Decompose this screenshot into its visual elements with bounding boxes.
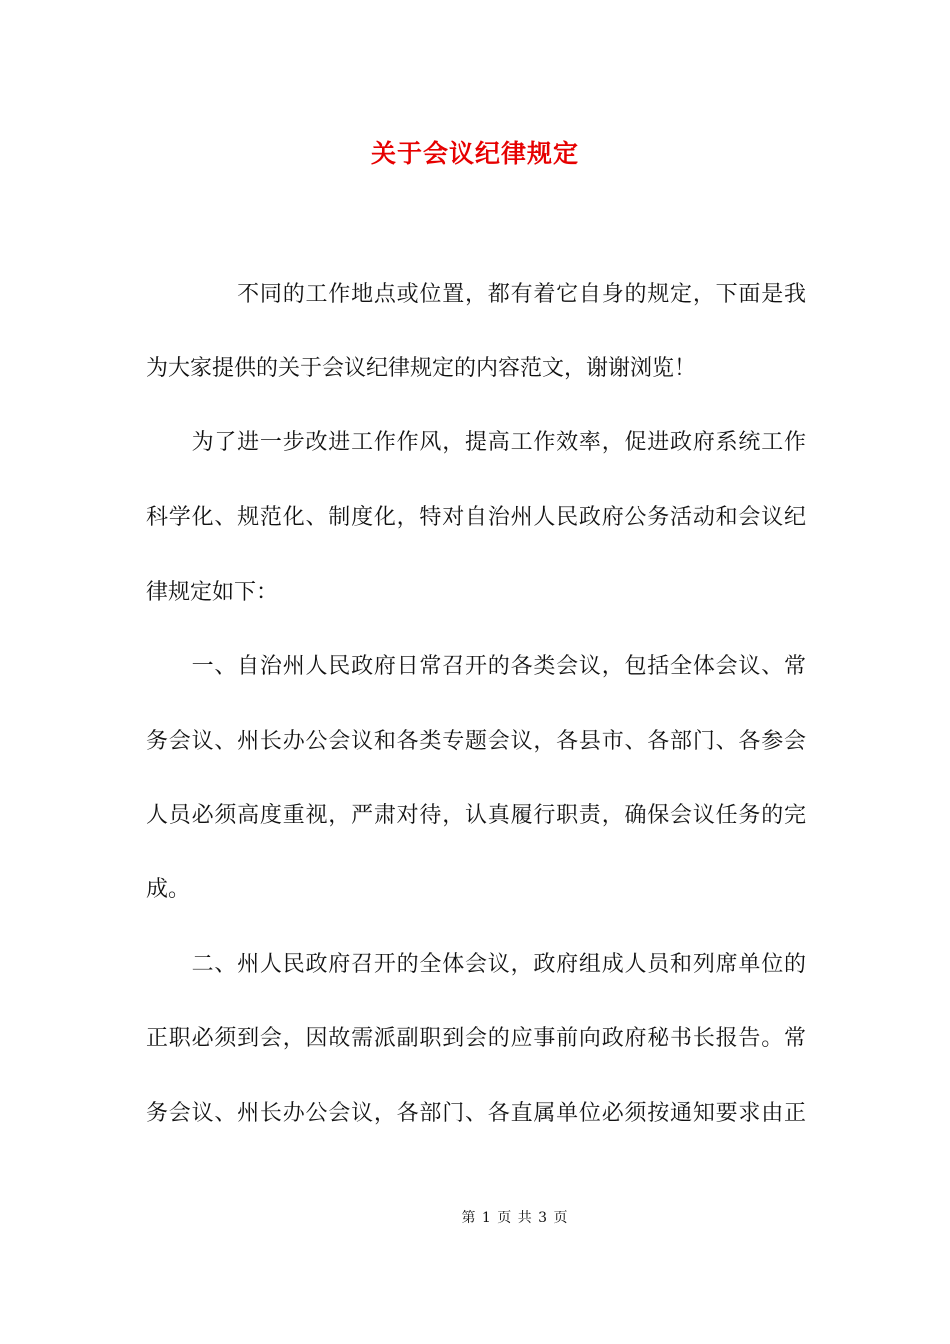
body-line: 成。 [146,877,191,902]
document-title: 关于会议纪律规定 [370,139,579,168]
body-line: 正职必须到会，因故需派副职到会的应事前向政府秘书长报告。常 [146,1026,806,1051]
body-line: 务会议、州长办公会议和各类专题会议，各县市、各部门、各参会 [146,729,806,754]
body-line: 一、自治州人民政府日常召开的各类会议，包括全体会议、常 [146,654,806,679]
body-line: 人员必须高度重视，严肃对待，认真履行职责，确保会议任务的完 [146,803,806,828]
body-line: 二、州人民政府召开的全体会议，政府组成人员和列席单位的 [146,952,806,977]
body-line: 不同的工作地点或位置，都有着它自身的规定，下面是我 [146,282,806,307]
body-line: 为了进一步改进工作作风，提高工作效率，促进政府系统工作 [146,430,806,455]
body-line: 务会议、州长办公会议，各部门、各直属单位必须按通知要求由正 [146,1101,806,1126]
body-line: 为大家提供的关于会议纪律规定的内容范文，谢谢浏览！ [146,356,697,381]
body-line: 律规定如下： [146,580,279,605]
page-number-footer: 第 1 页 共 3 页 [461,1210,569,1226]
body-line: 科学化、规范化、制度化，特对自治州人民政府公务活动和会议纪 [146,505,806,530]
